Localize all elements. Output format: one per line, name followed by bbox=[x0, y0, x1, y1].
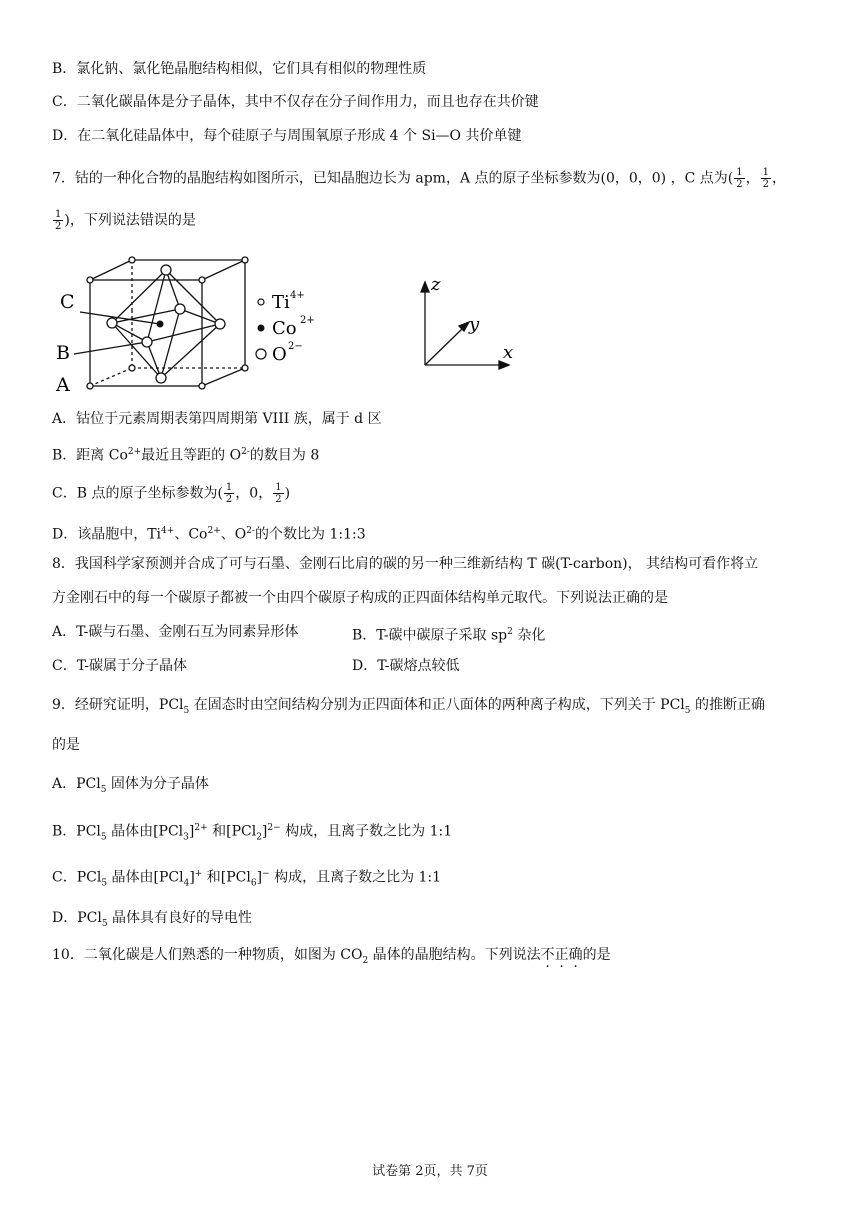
q8-option-c: C．T-碳属于分子晶体 bbox=[52, 658, 187, 674]
q8-option-b: B．T-碳中碳原子采取 $sp^2$ 杂化 bbox=[352, 627, 546, 644]
axis-x: x bbox=[503, 342, 514, 363]
q9-option-c: C．PCl$_5$ 晶体由[PCl$_4$]+ 和[PCl$_6$]− 构成，且离子数之比为 1:1 bbox=[52, 869, 442, 889]
axis-y: y bbox=[469, 314, 480, 335]
q9-option-b: B．PCl$_5$ 晶体由$[PCl_3]^{2+}$ 和$[PCl_2]^{2-}$ 构成，且离子数之比为 1:1 bbox=[52, 823, 453, 843]
q9-stem-line1: 9．经研究证明，PCl$_5$ 在固态时由空间结构分别为正四面体和正八面体的两种离子构成，下列关于 PCl$_5$ 的推断正确 bbox=[52, 697, 765, 716]
svg-text:2+: 2+ bbox=[300, 315, 315, 326]
q6-option-c: C．二氧化碳晶体是分子晶体，其中不仅存在分子间作用力，而且也存在共价键 bbox=[52, 94, 539, 110]
q6-option-b: B．氯化钠、氯化铯晶胞结构相似，它们具有相似的物理性质 bbox=[52, 61, 427, 77]
svg-text:4+: 4+ bbox=[290, 290, 305, 301]
q6-option-d: D．在二氧化硅晶体中，每个硅原子与周围氧原子形成 4 个 Si—O 共价单键 bbox=[52, 128, 522, 144]
q8-stem-line2: 方金刚石中的每一个碳原子都被一个由四个碳原子构成的正四面体结构单元取代。下列说法正确的是 bbox=[52, 590, 668, 606]
q9-stem-line2: 的是 bbox=[52, 737, 80, 753]
q8-option-d: D．T-碳熔点较低 bbox=[352, 658, 460, 674]
q7-option-c: C．B 点的原子坐标参数为( $\frac{1}{2}$ ，0， $\frac{1}{2}$ ) bbox=[52, 482, 291, 505]
q10-stem: 10．二氧化碳是人们熟悉的一种物质，如图为 $CO_2$ 晶体的晶胞结构。下列说法不正确的是 bbox=[52, 947, 611, 966]
q8-option-a: A．T-碳与石墨、金刚石互为同素异形体 bbox=[52, 624, 299, 640]
label-b: B bbox=[56, 342, 70, 364]
fraction-half: $\frac{1}{2}$ bbox=[736, 167, 743, 190]
q7-stem-line2: $\frac{1}{2}$ )，下列说法错误的是 bbox=[55, 209, 196, 232]
legend-co: Co bbox=[272, 318, 297, 339]
svg-text:2−: 2− bbox=[288, 341, 303, 352]
legend-ti: Ti bbox=[272, 292, 290, 313]
axis-z: z bbox=[431, 274, 441, 295]
page-footer: 试卷第 2页，共 7页 bbox=[372, 1164, 488, 1179]
fraction-half: $\frac{1}{2}$ bbox=[762, 167, 769, 190]
q7-option-d: D．该晶胞中，$Ti^{4+}$、$Co^{2+}$、$O^{2-}$的个数比为 1:1:3 bbox=[52, 526, 366, 543]
fraction-half: $\frac{1}{2}$ bbox=[55, 209, 62, 232]
q9-option-a: A．PCl$_5$ 固体为分子晶体 bbox=[52, 776, 209, 795]
label-c: C bbox=[60, 291, 75, 313]
q8-stem-line1: 8．我国科学家预测并合成了可与石墨、金刚石比肩的碳的另一种三维新结构 T 碳(T-carbon)， 其结构可看作将立 bbox=[52, 556, 759, 572]
q7-stem-line1: 7．钴的一种化合物的晶胞结构如图所示，已知晶胞边长为 apm，A 点的原子坐标参数为(0，0，0) ，C 点为( $\frac{1}{2}$ ， $\frac{1}{2}$ ， bbox=[52, 167, 786, 190]
coordinate-axes-figure bbox=[405, 268, 535, 373]
q7-option-b: B．距离 $Co^{2+}$最近且等距的 $O^{2-}$的数目为 8 bbox=[52, 447, 320, 464]
q9-option-d: D．PCl$_5$ 晶体具有良好的导电性 bbox=[52, 910, 253, 929]
label-a: A bbox=[56, 374, 70, 395]
legend-o: O bbox=[272, 344, 287, 365]
q7-option-a: A．钴位于元素周期表第四周期第 VIII 族，属于 d 区 bbox=[52, 411, 382, 427]
crystal-cell-figure bbox=[50, 250, 340, 395]
